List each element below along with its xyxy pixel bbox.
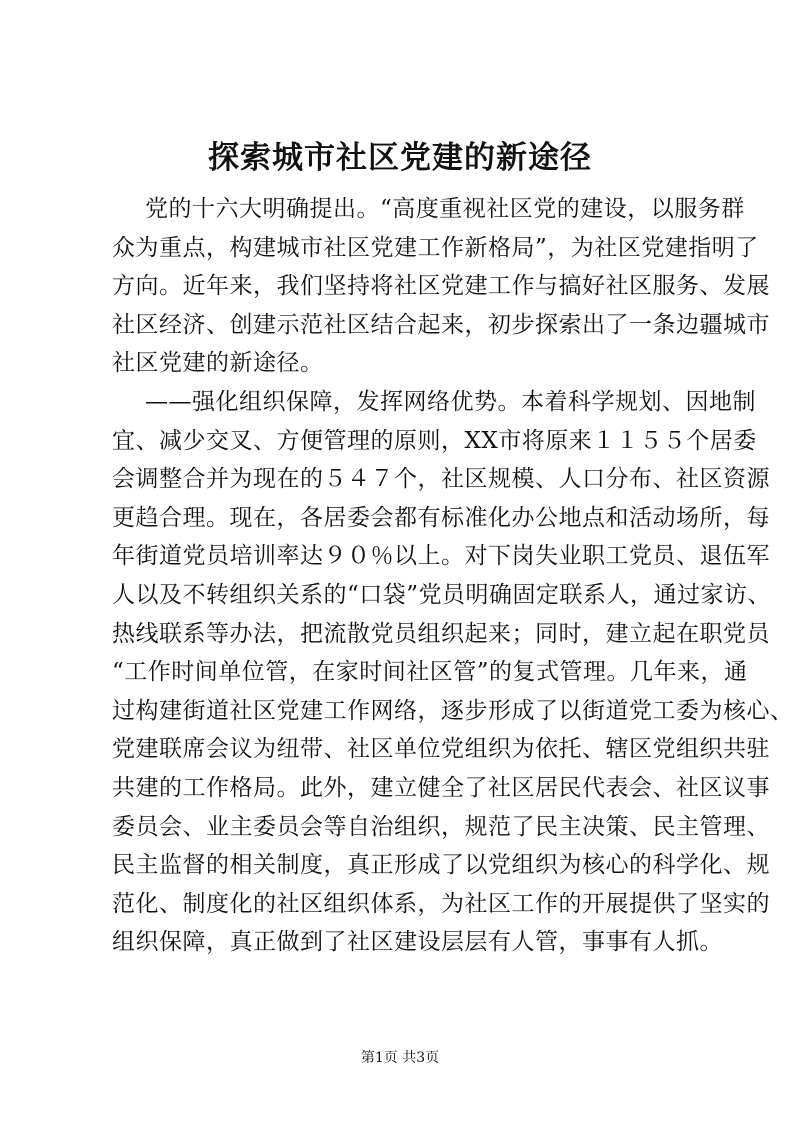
paragraph-2-line-6: 人以及不转组织关系的“口袋”党员明确固定联系人，通过家访、 [112,581,772,608]
paragraph-1-line-2: 众为重点，构建城市社区党建工作新格局”，为社区党建指明了 [112,234,759,261]
paragraph-2-line-7: 热线联系等办法，把流散党员组织起来；同时，建立起在职党员 [112,620,770,647]
paragraph-2-line-10: 党建联席会议为纽带、社区单位党组织为依托、辖区党组织共驻 [112,736,770,763]
page-footer: 第1页 共3页 [360,1050,440,1066]
paragraph-2-line-5: 年街道党员培训率达９０％以上。对下岗失业职工党员、退伍军 [112,543,770,570]
paragraph-1-line-1: 党的十六大明确提出。“高度重视社区党的建设，以服务群 [145,196,745,222]
paragraph-2-line-14: 范化、制度化的社区组织体系，为社区工作的开展提供了坚实的 [112,890,770,917]
paragraph-2-line-9: 过构建街道社区党建工作网络，逐步形成了以街道党工委为核心、 [112,697,794,724]
paragraph-2-line-11: 共建的工作格局。此外，建立健全了社区居民代表会、社区议事 [112,774,770,801]
paragraph-2-line-1: ——强化组织保障，发挥网络优势。本着科学规划、因地制 [145,388,756,415]
document-title: 探索城市社区党建的新途径 [208,140,592,176]
paragraph-1-line-4: 社区经济、创建示范社区结合起来，初步探索出了一条边疆城市 [112,311,770,338]
paragraph-2-line-3: 会调整合并为现在的５４７个，社区规模、人口分布、社区资源 [112,466,770,493]
paragraph-2-line-4: 更趋合理。现在，各居委会都有标准化办公地点和活动场所，每 [112,504,770,531]
paragraph-1-line-3: 方向。近年来，我们坚持将社区党建工作与搞好社区服务、发展 [112,273,770,300]
paragraph-2-line-13: 民主监督的相关制度，真正形成了以党组织为核心的科学化、规 [112,852,770,879]
paragraph-2-line-12: 委员会、业主委员会等自治组织，规范了民主决策、民主管理、 [112,813,770,840]
document-body [112,190,794,962]
paragraph-2-line-8: “工作时间单位管，在家时间社区管”的复式管理。几年来，通 [112,659,748,686]
paragraph-2-line-2: 宜、减少交叉、方便管理的原则，XX市将原来１１５５个居委 [112,427,757,454]
paragraph-1-line-5: 社区党建的新途径。 [112,350,324,377]
paragraph-2-line-15: 组织保障，真正做到了社区建设层层有人管，事事有人抓。 [112,929,723,956]
